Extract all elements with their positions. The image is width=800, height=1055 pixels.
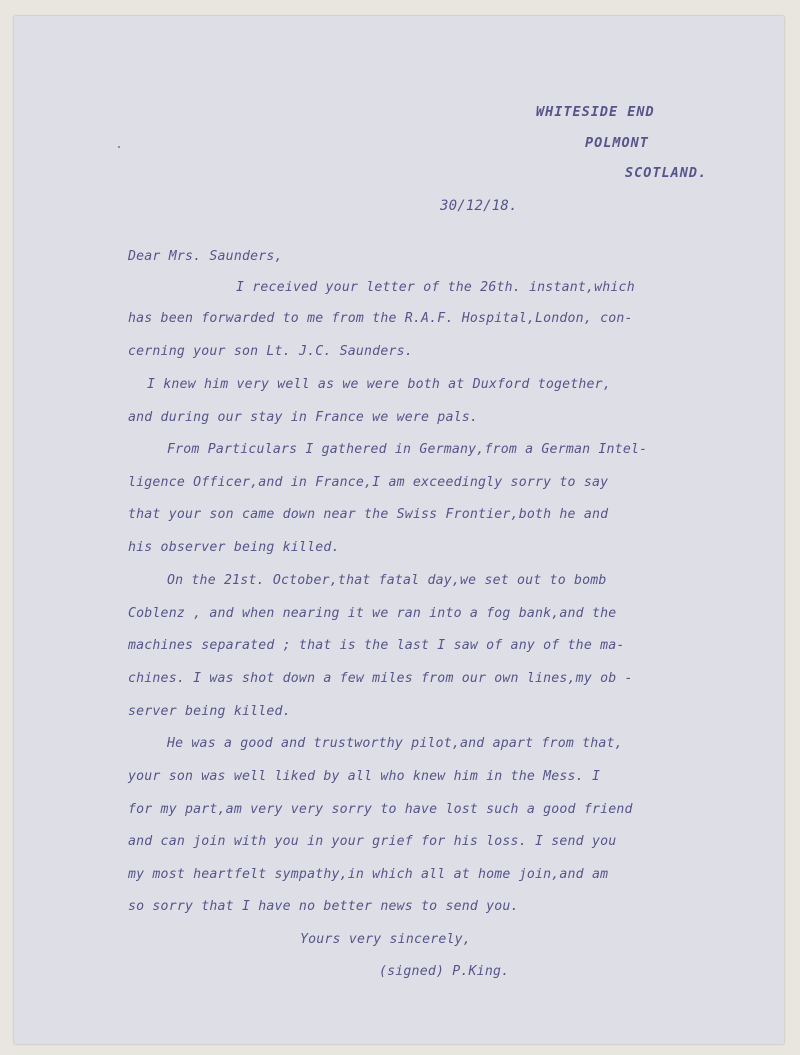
body-line: I knew him very well as we were both at Duxford together, — [147, 377, 611, 392]
body-line: Coblenz , and when nearing it we ran into a fog bank,and the — [128, 606, 617, 621]
body-line: and during our stay in France we were pals. — [128, 410, 479, 425]
body-line: chines. I was shot down a few miles from our own lines,my ob - — [128, 671, 633, 686]
closing: Yours very sincerely, — [300, 932, 471, 947]
body-line: has been forwarded to me from the R.A.F. Hospital,London, con- — [128, 311, 633, 326]
body-line: so sorry that I have no better news to send you. — [128, 899, 519, 914]
body-line: ligence Officer,and in France,I am exceedingly sorry to say — [128, 475, 609, 490]
body-line: On the 21st. October,that fatal day,we set out to bomb — [167, 573, 607, 588]
body-line: for my part,am very very sorry to have lost such a good friend — [128, 802, 633, 817]
address-line-3: SCOTLAND. — [625, 165, 708, 181]
signature: (signed) P.King. — [379, 964, 510, 979]
body-line: and can join with you in your grief for his loss. I send you — [128, 834, 617, 849]
letter-page — [14, 16, 784, 1044]
body-line: his observer being killed. — [128, 540, 340, 555]
salutation: Dear Mrs. Saunders, — [128, 249, 283, 264]
letter-date: 30/12/18. — [440, 198, 518, 214]
body-line: From Particulars I gathered in Germany,from a German Intel- — [167, 442, 648, 457]
body-line: server being killed. — [128, 704, 291, 719]
body-line: your son was well liked by all who knew him in the Mess. I — [128, 769, 601, 784]
body-line: that your son came down near the Swiss Frontier,both he and — [128, 507, 609, 522]
body-line: my most heartfelt sympathy,in which all at home join,and am — [128, 867, 609, 882]
body-line: machines separated ; that is the last I saw of any of the ma- — [128, 638, 625, 653]
body-line: cerning your son Lt. J.C. Saunders. — [128, 344, 413, 359]
address-line-2: POLMONT — [585, 135, 649, 151]
body-line: I received your letter of the 26th. instant,which — [236, 280, 635, 295]
paper-speck — [118, 146, 120, 148]
address-line-1: WHITESIDE END — [536, 104, 655, 120]
body-line: He was a good and trustworthy pilot,and apart from that, — [167, 736, 623, 751]
